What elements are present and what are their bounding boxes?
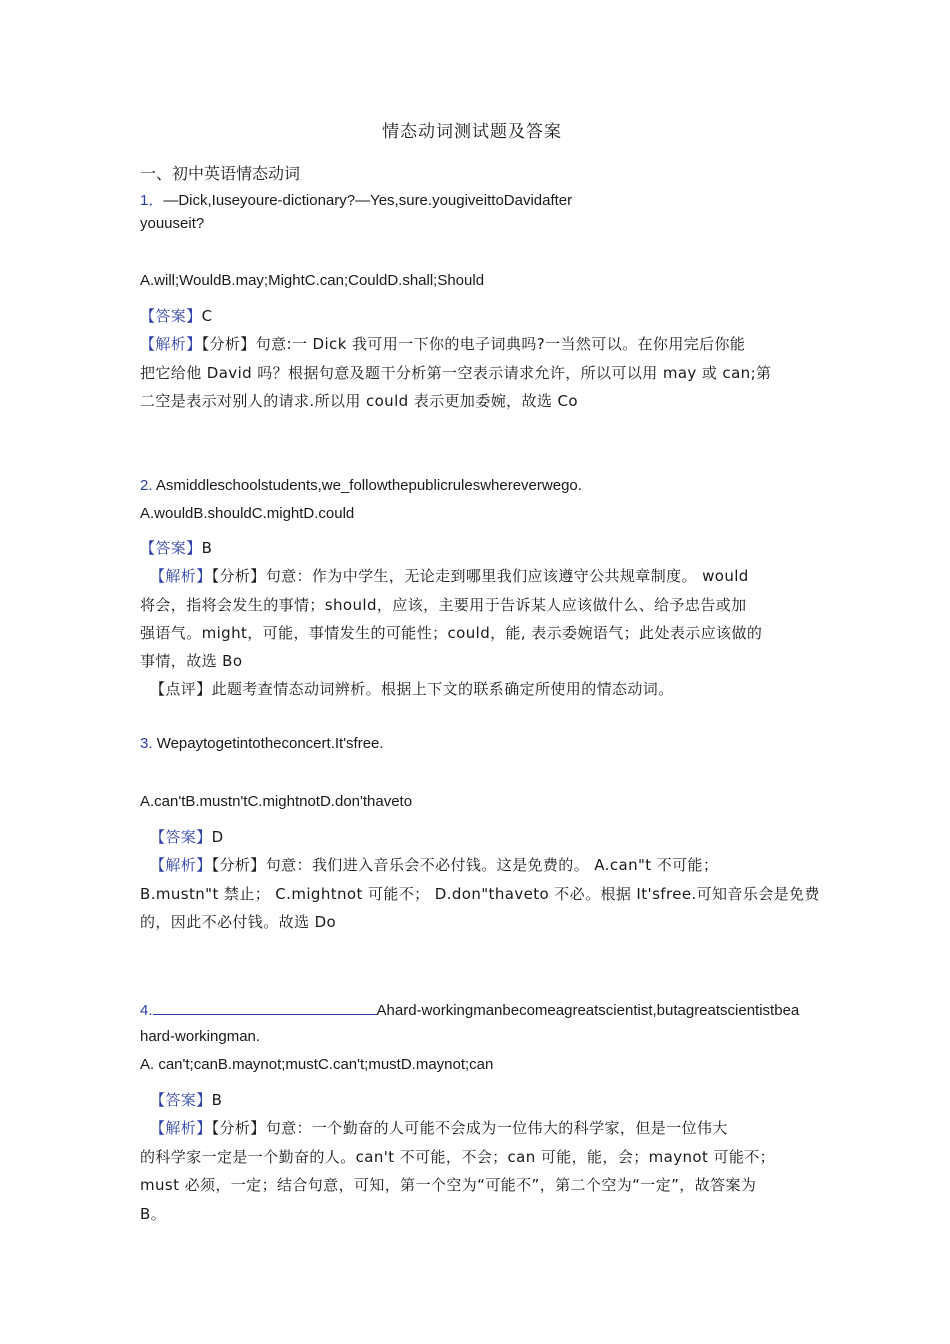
question-1-analysis-line-3: 二空是表示对别人的请求.所以用 could 表示更加委婉，故选 Co — [140, 392, 578, 410]
question-2-analysis-text: 【分析】句意：作为中学生，无论走到哪里我们应该遵守公共规章制度。 would — [211, 567, 749, 585]
question-3-analysis-text: 【分析】句意：我们进入音乐会不必付钱。这是免费的。 A.can"t 不可能； — [211, 856, 719, 874]
answer-tag: 【答案】 — [150, 1091, 212, 1109]
analysis-tag: 【解析】 — [150, 567, 212, 585]
question-3-number: 3. — [140, 735, 153, 752]
analysis-tag: 【解析】 — [150, 856, 212, 874]
question-4-analysis-line-4: B。 — [140, 1205, 167, 1223]
question-1-answer — [140, 305, 212, 326]
question-2-analysis-line-2: 将会，指将会发生的事情；should，应该，主要用于告诉某人应该做什么、给予忠告或加 — [140, 596, 747, 614]
question-1-options: A.will;WouldB.may;MightC.can;CouldD.shall;Should — [140, 272, 485, 289]
question-1-analysis-text: 【分析】句意:一 Dick 我可用一下你的电子词典吗?一当然可以。在你用完后你能 — [201, 335, 746, 353]
question-3-options: A.can'tB.mustn'tC.mightnotD.don'thaveto — [140, 793, 413, 810]
question-3-text: Wepaytogetintotheconcert.It'sfree. — [156, 735, 384, 752]
question-3-analysis-line-3: 的，因此不必付钱。故选 Do — [140, 913, 337, 931]
answer-blank — [153, 1000, 377, 1015]
question-2-answer-value: B — [201, 539, 213, 557]
question-4-line-1 — [140, 1000, 799, 1019]
question-2-line-1 — [140, 477, 582, 494]
question-1-line-1 — [140, 189, 572, 210]
question-4-analysis-text: 【分析】句意：一个勤奋的人可能不会成为一位伟大的科学家，但是一位伟大 — [211, 1119, 728, 1137]
question-2-text: Asmiddleschoolstudents,we_followthepublicruleswhereverwego. — [155, 477, 582, 494]
question-4-line-2: hard-workingman. — [140, 1028, 261, 1045]
document-title: 情态动词测试题及答案 — [382, 122, 562, 141]
question-2-comment: 【点评】此题考查情态动词辨析。根据上下文的联系确定所使用的情态动词。 — [150, 680, 674, 698]
question-4-options: A. can't;canB.maynot;mustC.can't;mustD.maynot;can — [140, 1056, 494, 1073]
question-3-analysis-line-2: B.mustn"t 禁止； C.mightnot 可能不； D.don"thaveto 不必。根据 It'sfree.可知音乐会是免费 — [140, 885, 820, 903]
question-4-number: 4. — [140, 1002, 153, 1019]
question-2-analysis-line-4: 事情，故选 Bo — [140, 652, 243, 670]
question-4-analysis-line-3: must 必须，一定；结合句意，可知，第一个空为“可能不”，第二个空为“一定”，故答案为 — [140, 1176, 757, 1194]
question-1-analysis-line-1 — [140, 333, 745, 354]
question-4-text: Ahard-workingmanbecomeagreatscientist,butagreatscientistbea — [376, 1002, 800, 1019]
question-3-analysis-line-1 — [150, 854, 718, 875]
question-1-text: —Dick,Iuseyoure-dictionary?—Yes,sure.yougiveittoDavidafter — [163, 192, 573, 209]
question-1-number: 1． — [140, 192, 164, 209]
question-1-analysis-line-2: 把它给他 David 吗？根据句意及题干分析第一空表示请求允许，所以可以用 may 或 can;第 — [140, 364, 772, 382]
analysis-tag: 【解析】 — [150, 1119, 212, 1137]
question-4-answer-value: B — [211, 1091, 223, 1109]
question-2-analysis-line-1 — [150, 565, 749, 586]
question-1-answer-value: C — [201, 307, 213, 325]
answer-tag: 【答案】 — [140, 307, 202, 325]
question-4-analysis-line-2: 的科学家一定是一个勤奋的人。can't 不可能，不会；can 可能，能，会；maynot 可能不； — [140, 1148, 776, 1166]
question-3-line-1 — [140, 735, 384, 752]
answer-tag: 【答案】 — [140, 539, 202, 557]
question-3-answer-value: D — [211, 828, 224, 846]
question-2-analysis-line-3: 强语气。might，可能，事情发生的可能性；could，能, 表示委婉语气；此处表示应该做的 — [140, 624, 763, 642]
answer-tag: 【答案】 — [150, 828, 212, 846]
question-2-answer — [140, 537, 212, 558]
analysis-tag: 【解析】 — [140, 335, 202, 353]
section-heading: 一、初中英语情态动词 — [140, 166, 301, 183]
question-2-number: 2. — [140, 477, 153, 494]
question-4-answer — [150, 1089, 222, 1110]
question-4-analysis-line-1 — [150, 1117, 728, 1138]
question-3-answer — [150, 826, 224, 847]
question-1-line-2: youuseit? — [140, 215, 205, 232]
question-2-options: A.wouldB.shouldC.mightD.could — [140, 505, 355, 522]
